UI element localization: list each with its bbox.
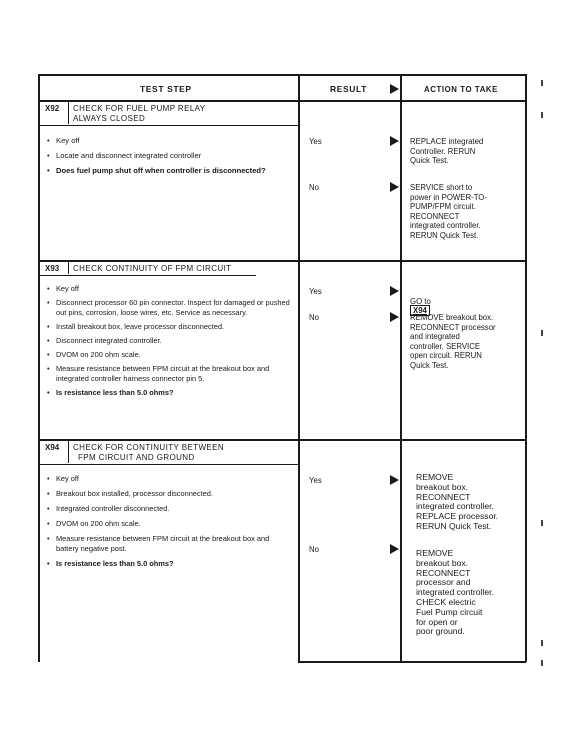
header-test-step: TEST STEP (140, 84, 192, 94)
table-left-rule (38, 74, 40, 662)
header-arrow-icon (390, 84, 399, 94)
title-underline (38, 464, 298, 465)
action-goto (410, 287, 522, 316)
table-bottom-rule (298, 661, 526, 663)
header-action: ACTION TO TAKE (424, 85, 498, 94)
step-item: • Disconnect integrated controller. (46, 336, 291, 346)
step-item: • DVOM on 200 ohm scale. (46, 519, 291, 529)
section-title-line: ALWAYS CLOSED (73, 114, 146, 123)
title-underline (38, 125, 298, 126)
edge-mark (541, 112, 543, 118)
step-item: • Measure resistance between FPM circuit at the breakout box and integrated controller harness connector pin 5. (46, 364, 291, 384)
step-item: • Breakout box installed, processor disconnected. (46, 489, 291, 499)
action-text: REMOVE breakout box. RECONNECT integrated controller. REPLACE processor. RERUN Quick Test. (416, 472, 499, 531)
result-yes: Yes (309, 476, 322, 485)
result-no: No (309, 183, 319, 192)
step-item: • Integrated controller disconnected. (46, 504, 291, 514)
code-divider (68, 441, 69, 463)
step-item: • Disconnect processor 60 pin connector. Inspect for damaged or pushed out pins, corrosion, loose wires, etc. Service as necessary. (46, 298, 291, 318)
arrow-icon (390, 544, 399, 554)
edge-mark (541, 330, 543, 336)
title-underline (38, 275, 256, 276)
section-title-line: CHECK FOR FUEL PUMP RELAY (73, 104, 206, 113)
result-yes: Yes (309, 287, 322, 296)
header-bottom-rule (38, 100, 525, 102)
edge-mark (541, 660, 543, 666)
edge-mark (541, 520, 543, 526)
section-title-line: CHECK FOR CONTINUITY BETWEEN (73, 443, 225, 452)
step-list (46, 474, 291, 574)
action-text: REPLACE integrated Controller. RERUN Quick Test. (410, 137, 484, 166)
step-item: • Measure resistance between FPM circuit at the breakout box and battery negative post. (46, 534, 291, 554)
step-item: • Locate and disconnect integrated controller (46, 151, 286, 161)
result-no: No (309, 313, 319, 322)
section-code: X94 (45, 443, 60, 452)
arrow-icon (390, 136, 399, 146)
step-item: • Key off (46, 474, 291, 484)
step-list (46, 136, 286, 181)
result-no: No (309, 545, 319, 554)
code-divider (68, 102, 69, 124)
section-title-line: FPM CIRCUIT AND GROUND (78, 453, 195, 462)
step-item: • DVOM on 200 ohm scale. (46, 350, 291, 360)
section-divider-x93 (38, 260, 525, 262)
section-code: X92 (45, 104, 60, 113)
action-text: REMOVE breakout box. RECONNECT processor and integrated controller. CHECK electric Fuel Pump circuit for open or poor ground. (416, 548, 494, 637)
table-right-rule (525, 74, 527, 662)
table-top-rule (38, 74, 525, 76)
arrow-icon (390, 475, 399, 485)
section-divider-x94 (38, 439, 525, 441)
step-item: • Install breakout box, leave processor disconnected. (46, 322, 291, 332)
col-divider-2 (400, 74, 402, 662)
arrow-icon (390, 182, 399, 192)
step-item: • Key off (46, 136, 286, 146)
step-question: • Is resistance less than 5.0 ohms? (46, 559, 291, 569)
header-result: RESULT (330, 84, 367, 94)
step-question: • Does fuel pump shut off when controller is disconnected? (46, 166, 286, 176)
action-text: SERVICE short to power in POWER-TO- PUMP/FPM circuit. RECONNECT integrated controller. RERUN Quick Test. (410, 183, 487, 240)
arrow-icon (390, 312, 399, 322)
step-item: • Key off (46, 284, 291, 294)
step-question: • Is resistance less than 5.0 ohms? (46, 388, 291, 398)
code-divider (68, 262, 69, 274)
col-divider-1 (298, 74, 300, 662)
arrow-icon (390, 286, 399, 296)
action-text: REMOVE breakout box. RECONNECT processor and integrated controller. SERVICE open circuit. RERUN Quick Test. (410, 313, 496, 370)
edge-mark (541, 80, 543, 86)
section-code: X93 (45, 264, 60, 273)
result-yes: Yes (309, 137, 322, 146)
goto-link[interactable]: X94 (410, 305, 430, 316)
section-title-line: CHECK CONTINUITY OF FPM CIRCUIT (73, 264, 232, 273)
step-list (46, 284, 291, 403)
goto-prefix: GO to (410, 296, 431, 306)
edge-mark (541, 640, 543, 646)
